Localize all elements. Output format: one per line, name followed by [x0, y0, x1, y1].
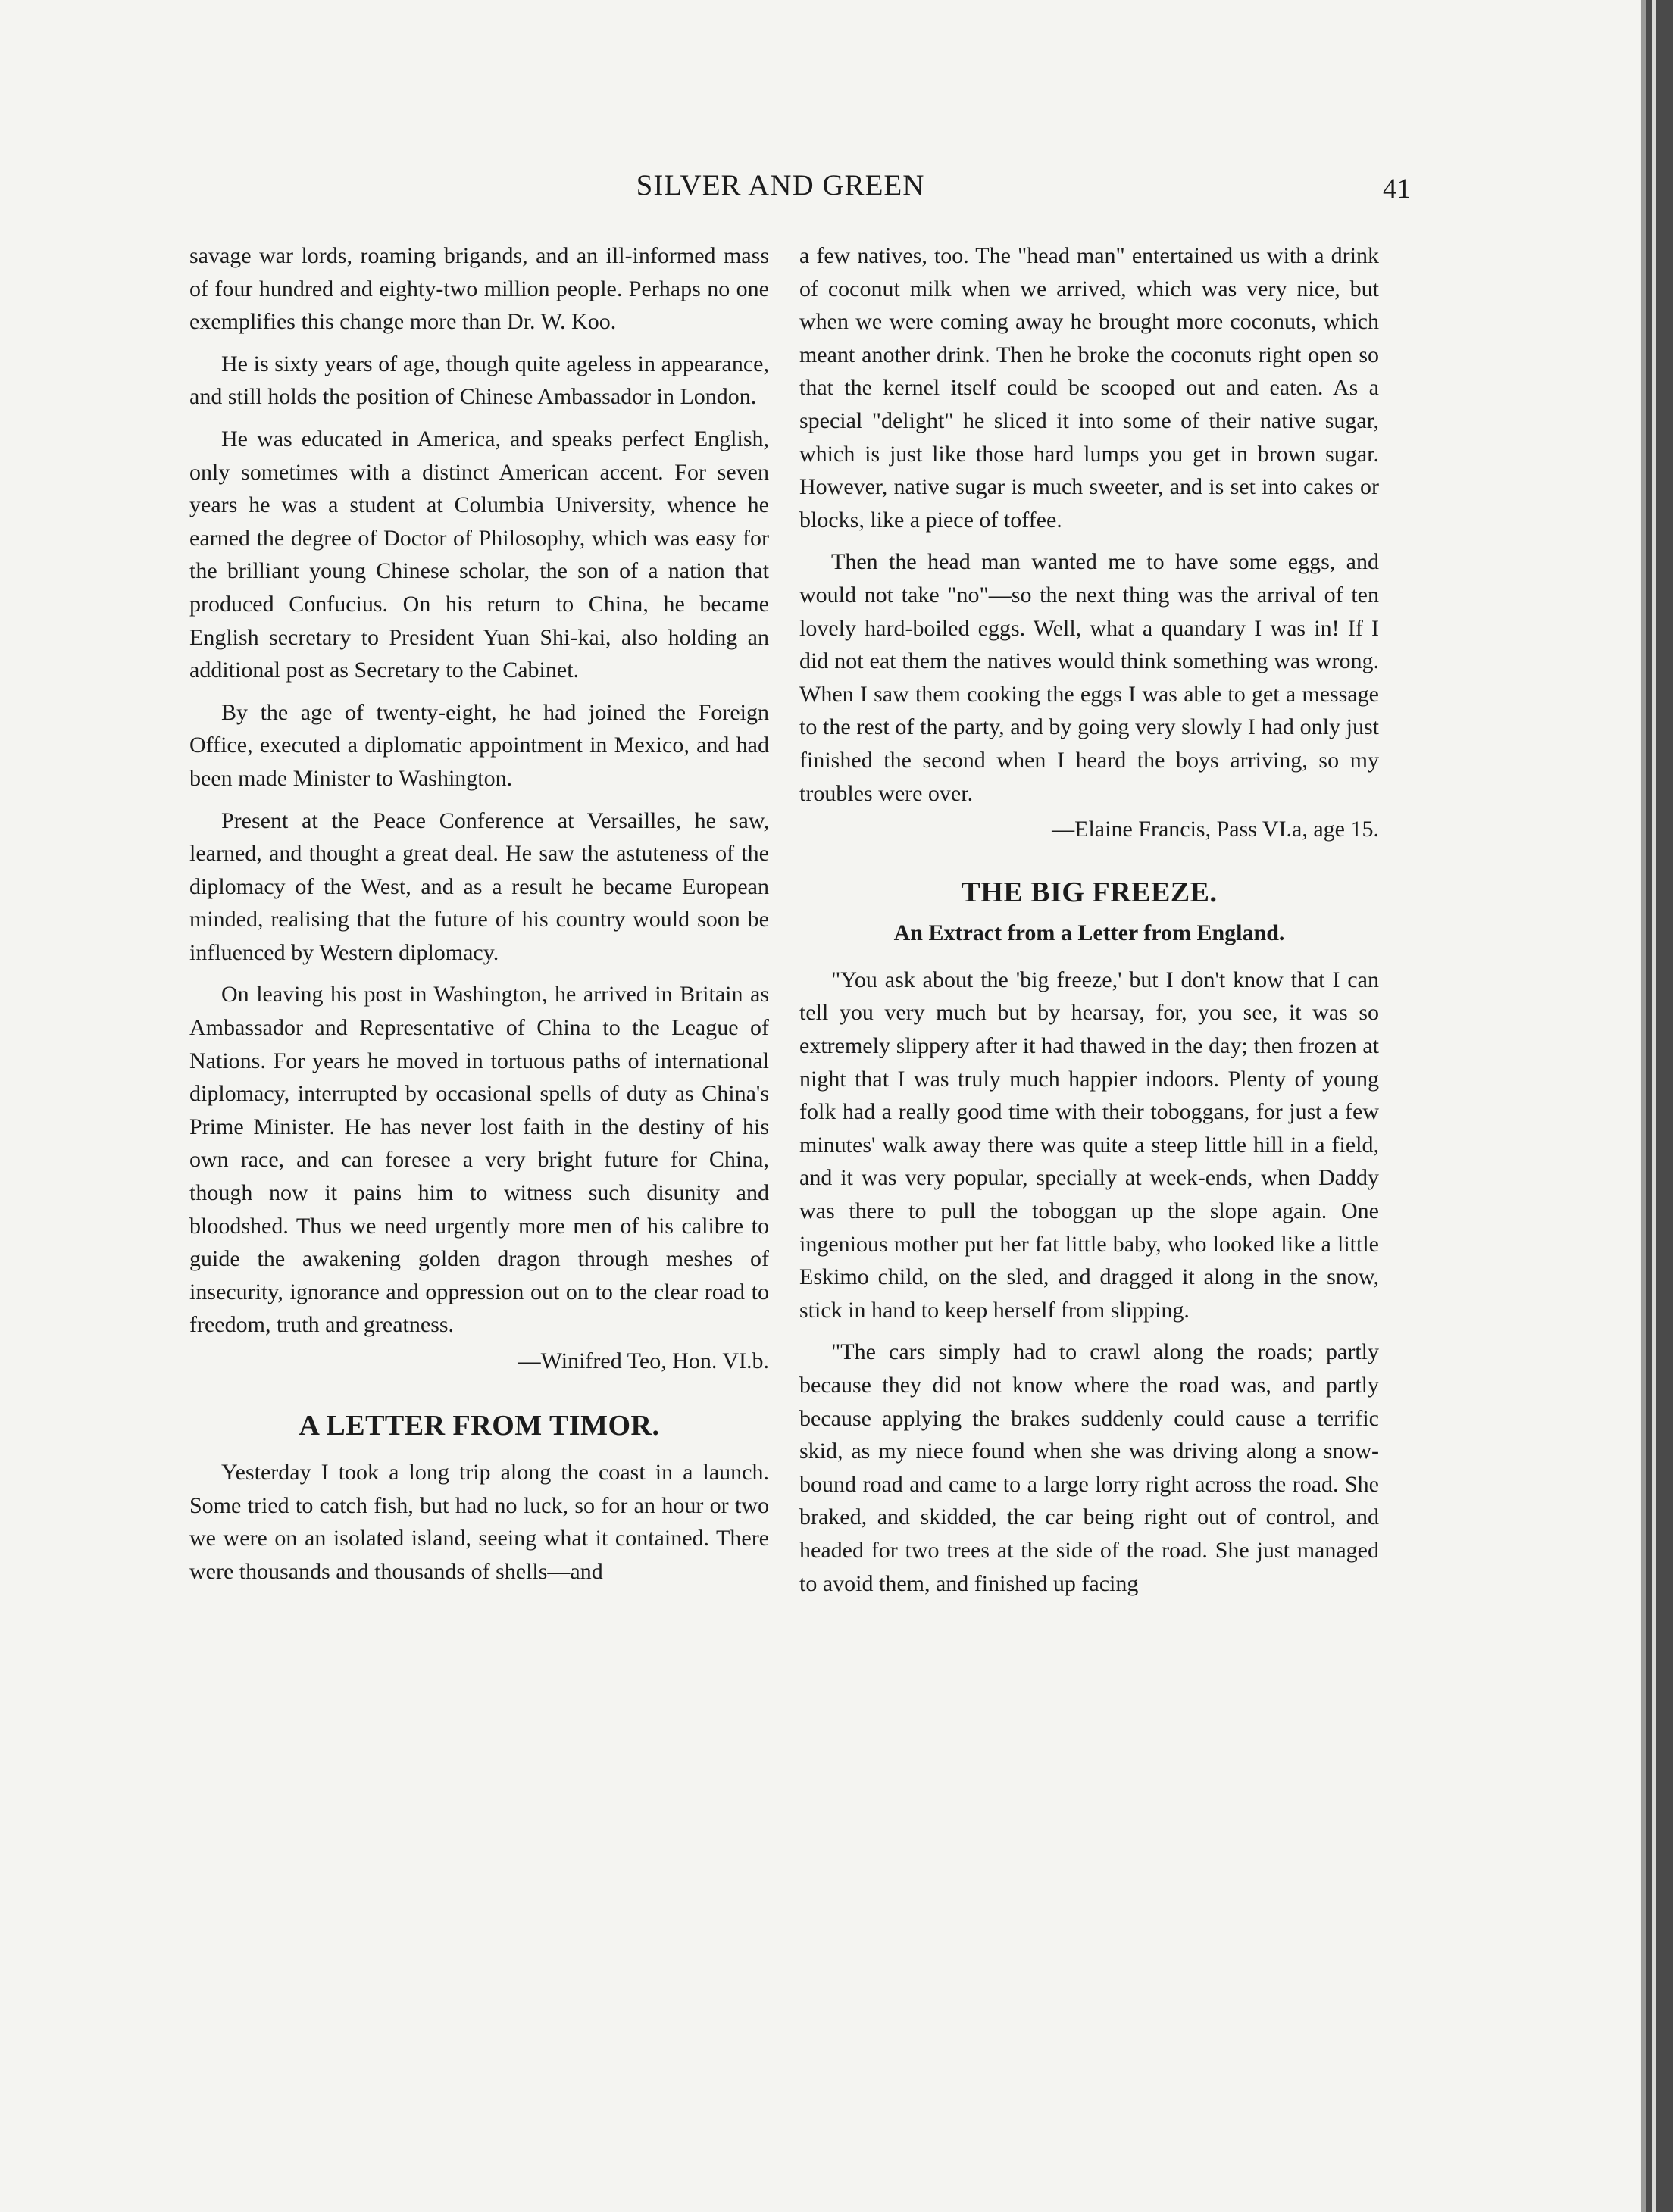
article-heading: A LETTER FROM TIMOR. [299, 1409, 660, 1442]
page-edge-strip [1652, 0, 1656, 2212]
article-paragraph: a few natives, too. The "head man" entertained us with a drink of coconut milk when we arrived, which was very nice, but when we were coming away he brought more coconuts, which meant another drink. Then he broke the coconuts right open so that the kernel itself could be scooped out and eaten. As a special "delight" he sliced it into some of their native sugar, which is just like those hard lumps you get in brown sugar. However, native sugar is much sweeter, and is set into cakes or blocks, like a piece of toffee. [799, 243, 1379, 533]
article-paragraph: "You ask about the 'big freeze,' but I don't know that I can tell you very much but by hearsay, for, you see, it was so extremely slippery after it had thawed in the day; then frozen at night that I was truly much happier indoors. Plenty of young folk had a really good time with their toboggans, for just a few minutes' walk away there was quite a steep little hill in a field, and it was very popular, specially at week-ends, when Daddy was there to pull the toboggan up the slope again. One ingenious mother put her fat little baby, who looked like a little Eskimo child, on the sled, and dragged it along in the snow, stick in hand to keep herself from slipping. [799, 967, 1379, 1323]
article-paragraph: He was educated in America, and speaks perfect English, only sometimes with a distinct American accent. For seven years he was a student at Columbia University, whence he earned the degree of Doctor of Philosophy, which was easy for the brilliant young Chinese scholar, the son of a nation that produced Confucius. On his return to China, he became English secretary to President Yuan Shi-kai, also holding an additional post as Secretary to the Cabinet. [189, 426, 769, 683]
article-paragraph: Present at the Peace Conference at Versailles, he saw, learned, and thought a great deal. He saw the astuteness of the diplomacy of the West, and as a result he became European minded, realising that the future of his country would soon be influenced by Western diplomacy. [189, 808, 769, 965]
running-title: SILVER AND GREEN [636, 169, 925, 202]
article-paragraph: Then the head man wanted me to have some eggs, and would not take "no"—so the next thing was the arrival of ten lovely hard-boiled eggs. Well, what a quandary I was in! If I did not eat them the natives would think something was wrong. When I saw them cooking the eggs I was able to get a message to the rest of the party, and by going very slowly I had only just finished the second when I heard the boys arriving, so my troubles were over. [799, 549, 1379, 806]
article-paragraph: By the age of twenty-eight, he had joined the Foreign Office, executed a diplomatic appointment in Mexico, and had been made Minister to Washington. [189, 699, 769, 791]
left-column [189, 239, 769, 1598]
author-signature: —Winifred Teo, Hon. VI.b. [518, 1348, 769, 1373]
right-column [799, 239, 1379, 1609]
article-paragraph: On leaving his post in Washington, he arrived in Britain as Ambassador and Representative of China to the League of Nations. For years he moved in tortuous paths of international diplomacy, interrupted by occasional spells of duty as China's Prime Minister. He has never lost faith in the destiny of his own race, and can foresee a very bright future for China, though now it pains him to witness such disunity and bloodshed. Thus we need urgently more men of his calibre to guide the awakening golden dragon through meshes of insecurity, ignorance and oppression out on to the clear road to freedom, truth and greatness. [189, 982, 769, 1338]
author-signature: —Elaine Francis, Pass VI.a, age 15. [1052, 817, 1379, 842]
article-subheading: An Extract from a Letter from England. [893, 920, 1285, 946]
article-heading: THE BIG FREEZE. [961, 876, 1218, 908]
article-paragraph: "The cars simply had to crawl along the roads; partly because they did not know where the road was, and partly because applying the brakes suddenly could cause a terrific skid, as my niece found when she was driving along a snow-bound road and came to a large lorry right across the road. She braked, and skidded, the car being right out of control, and headed for two trees at the side of the road. She just managed to avoid them, and finished up facing [799, 1339, 1379, 1596]
page-header [189, 168, 1411, 206]
article-paragraph: Yesterday I took a long trip along the coast in a launch. Some tried to catch fish, but had no luck, so for an hour or two we were on an isolated island, seeing what it contained. There were thousands and thousands of shells—and [189, 1460, 769, 1584]
article-paragraph: He is sixty years of age, though quite ageless in appearance, and still holds the position of Chinese Ambassador in London. [189, 351, 769, 410]
article-paragraph: savage war lords, roaming brigands, and an ill-informed mass of four hundred and eighty-two million people. Perhaps no one exemplifies this change more than Dr. W. Koo. [189, 243, 769, 335]
page-number: 41 [1383, 173, 1411, 205]
page-edge-shadow [1646, 0, 1673, 2212]
